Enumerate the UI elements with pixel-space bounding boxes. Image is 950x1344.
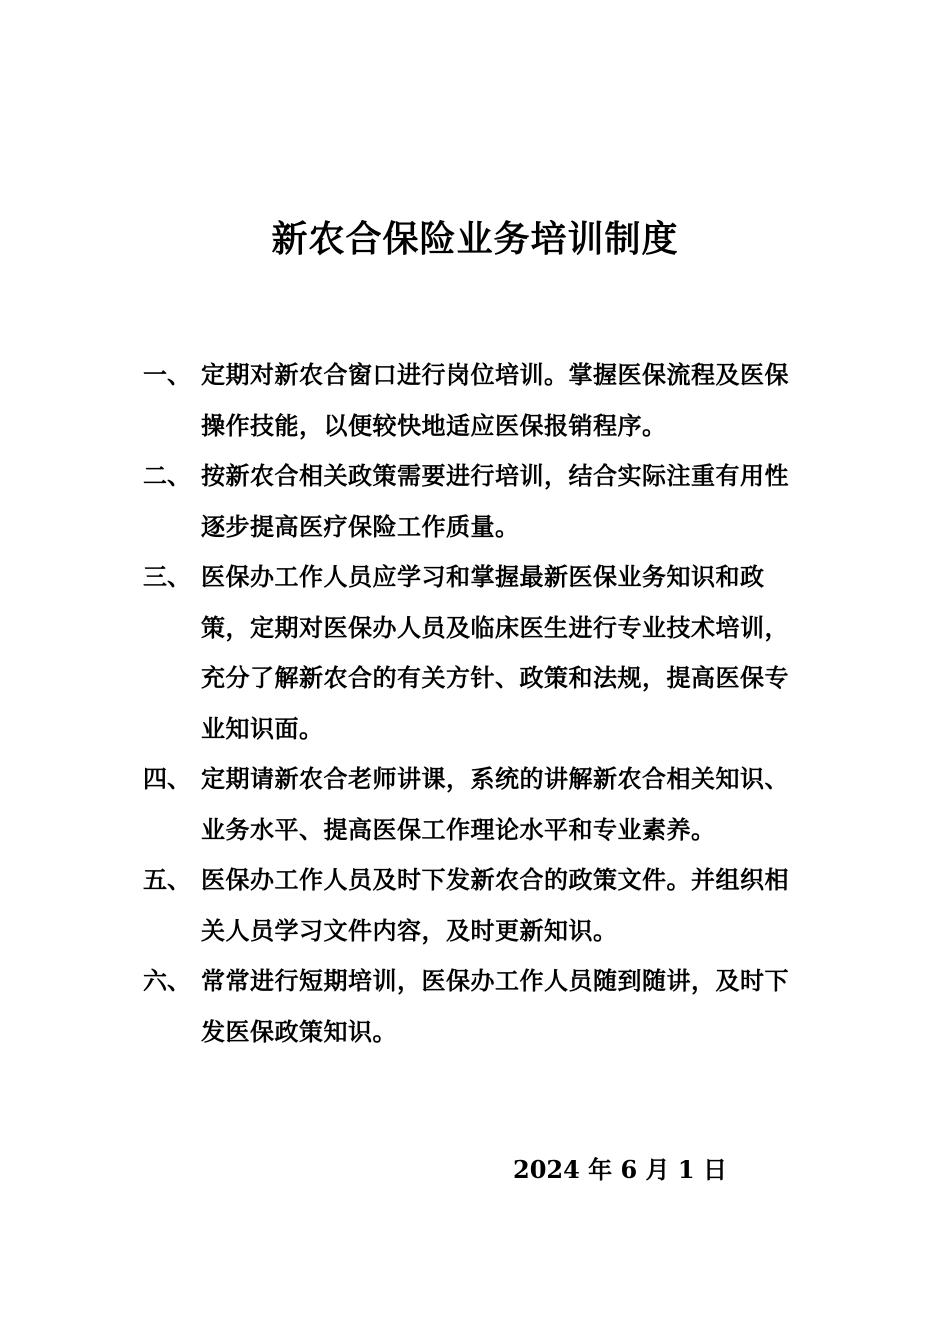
regulation-item-1 bbox=[143, 350, 833, 451]
item-text: 常常进行短期培训，医保办工作人员随到随讲，及时下发医保政策知识。 bbox=[201, 966, 789, 1046]
item-number: 六、 bbox=[143, 966, 191, 995]
regulation-item-6 bbox=[143, 956, 833, 1057]
item-text: 医保办工作人员应学习和掌握最新医保业务知识和政策，定期对医保办人员及临床医生进行专业技术培训，充分了解新农合的有关方针、政策和法规，提高医保专业知识面。 bbox=[201, 562, 789, 743]
document-date: 2024 年 6 月 1 日 bbox=[513, 1155, 727, 1184]
regulation-item-4 bbox=[143, 754, 833, 855]
item-number: 一、 bbox=[143, 360, 191, 389]
item-number: 四、 bbox=[143, 764, 191, 793]
regulation-item-2 bbox=[143, 451, 833, 552]
item-number: 二、 bbox=[143, 461, 191, 490]
document-title: 新农合保险业务培训制度 bbox=[271, 218, 679, 260]
item-number: 三、 bbox=[143, 562, 191, 591]
regulation-item-5 bbox=[143, 855, 833, 956]
regulation-list bbox=[143, 350, 833, 1057]
item-text: 定期请新农合老师讲课，系统的讲解新农合相关知识、业务水平、提高医保工作理论水平和专业素养。 bbox=[201, 764, 789, 844]
item-text: 按新农合相关政策需要进行培训，结合实际注重有用性逐步提高医疗保险工作质量。 bbox=[201, 461, 789, 541]
item-text: 定期对新农合窗口进行岗位培训。掌握医保流程及医保操作技能，以便较快地适应医保报销程序。 bbox=[201, 360, 789, 440]
item-number: 五、 bbox=[143, 865, 191, 894]
regulation-item-3 bbox=[143, 552, 833, 754]
item-text: 医保办工作人员及时下发新农合的政策文件。并组织相关人员学习文件内容，及时更新知识。 bbox=[201, 865, 789, 945]
